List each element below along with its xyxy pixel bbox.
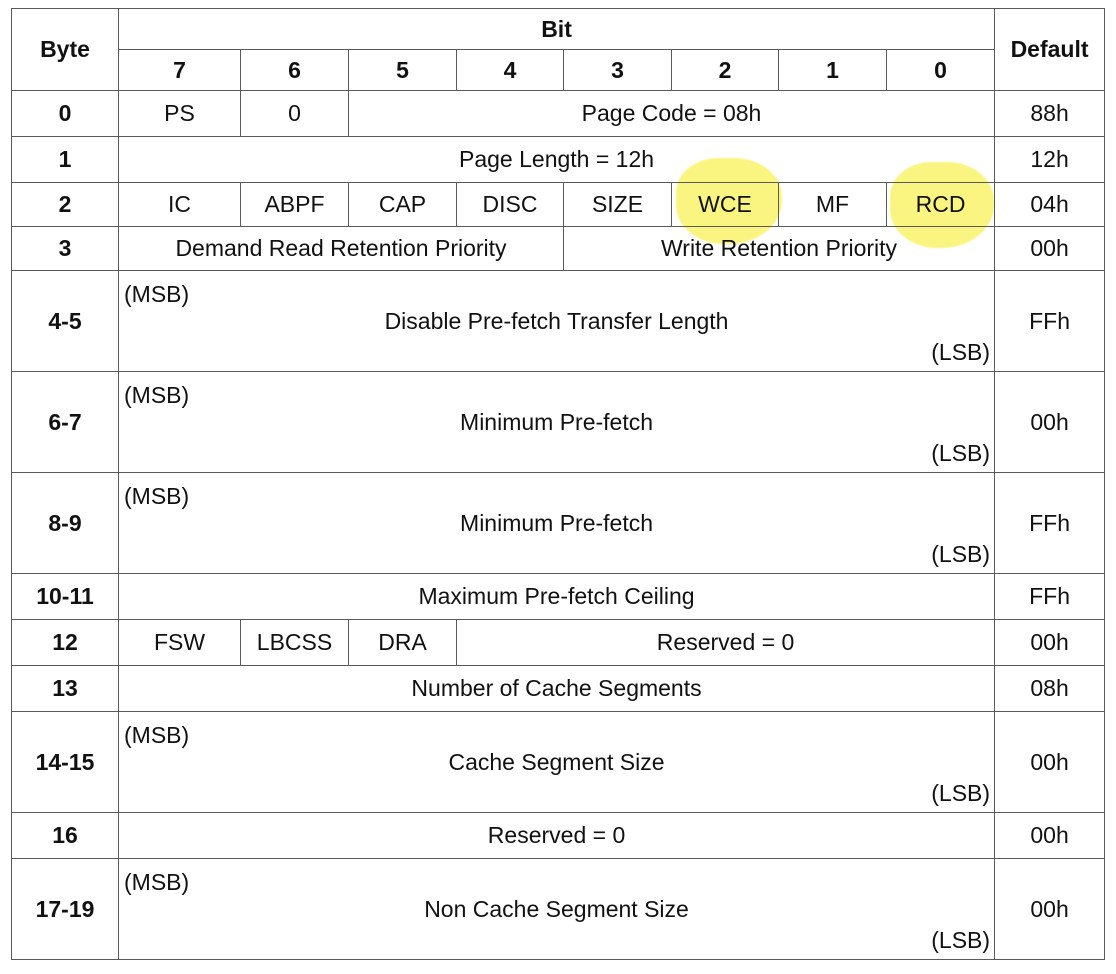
write-retention-priority-field <box>564 227 995 271</box>
msb-label: (MSB) <box>124 869 190 895</box>
default-value: 12h <box>995 137 1105 183</box>
default-header: Default <box>995 9 1105 91</box>
byte-number: 3 <box>12 227 119 271</box>
field-label: Non Cache Segment Size <box>424 895 689 922</box>
disc-bit: DISC <box>457 183 564 227</box>
page-code-field: Page Code = 08h <box>349 91 995 137</box>
caching-mode-page-table <box>11 8 1105 960</box>
table-row <box>12 666 1105 712</box>
fsw-bit: FSW <box>119 620 241 666</box>
msb-label: (MSB) <box>124 382 190 408</box>
bit-7-header: 7 <box>119 50 241 91</box>
byte-number: 1 <box>12 137 119 183</box>
bit-5-header: 5 <box>349 50 457 91</box>
bit-6-value: 0 <box>241 91 349 137</box>
field-label: Minimum Pre-fetch <box>460 509 654 536</box>
field-label: Minimum Pre-fetch <box>460 408 654 435</box>
rcd-label: RCD <box>915 191 966 217</box>
lsb-label: (LSB) <box>931 780 991 806</box>
table-row <box>12 227 1105 271</box>
ps-bit: PS <box>119 91 241 137</box>
lsb-label: (LSB) <box>931 541 991 567</box>
bit-1-header: 1 <box>779 50 887 91</box>
table-row <box>12 91 1105 137</box>
number-of-cache-segments-field: Number of Cache Segments <box>119 666 995 712</box>
table-row <box>12 372 1105 473</box>
msb-label: (MSB) <box>124 722 190 748</box>
lsb-label: (LSB) <box>931 927 991 953</box>
page-length-field: Page Length = 12h <box>119 137 995 183</box>
rcd-bit <box>887 183 995 227</box>
table-row <box>12 137 1105 183</box>
default-value: 00h <box>995 859 1105 960</box>
field-label: Cache Segment Size <box>448 748 665 775</box>
ic-bit: IC <box>119 183 241 227</box>
mf-bit: MF <box>779 183 887 227</box>
msb-label: (MSB) <box>124 281 190 307</box>
byte-number: 16 <box>12 813 119 859</box>
dra-bit: DRA <box>349 620 457 666</box>
byte-number: 4-5 <box>12 271 119 372</box>
cache-segment-size-field <box>119 712 995 813</box>
demand-read-label: Demand Read Retention Priority <box>175 235 507 261</box>
demand-read-retention-priority-field <box>119 227 564 271</box>
default-value: 08h <box>995 666 1105 712</box>
lsb-label: (LSB) <box>931 339 991 365</box>
minimum-prefetch-field <box>119 473 995 574</box>
minimum-prefetch-field <box>119 372 995 473</box>
default-value: 00h <box>995 712 1105 813</box>
default-value: 00h <box>995 813 1105 859</box>
table-row <box>12 712 1105 813</box>
table-row <box>12 271 1105 372</box>
byte-number: 13 <box>12 666 119 712</box>
table-row <box>12 473 1105 574</box>
disable-prefetch-transfer-length-field <box>119 271 995 372</box>
byte-number: 0 <box>12 91 119 137</box>
table-row <box>12 183 1105 227</box>
write-retention-label: Write Retention Priority <box>661 235 898 261</box>
lsb-label: (LSB) <box>931 440 991 466</box>
default-value: 00h <box>995 227 1105 271</box>
table-row <box>12 813 1105 859</box>
bit-header: Bit <box>119 9 995 50</box>
bit-0-header: 0 <box>887 50 995 91</box>
byte-header: Byte <box>12 9 119 91</box>
default-value: 00h <box>995 620 1105 666</box>
byte-number: 6-7 <box>12 372 119 473</box>
byte-number: 14-15 <box>12 712 119 813</box>
msb-label: (MSB) <box>124 483 190 509</box>
bit-3-header: 3 <box>564 50 672 91</box>
byte-number: 2 <box>12 183 119 227</box>
abpf-bit: ABPF <box>241 183 349 227</box>
byte-number: 10-11 <box>12 574 119 620</box>
default-value: FFh <box>995 271 1105 372</box>
field-label: Disable Pre-fetch Transfer Length <box>384 307 729 334</box>
maximum-prefetch-ceiling-field: Maximum Pre-fetch Ceiling <box>119 574 995 620</box>
default-value: FFh <box>995 574 1105 620</box>
wce-bit <box>672 183 779 227</box>
table-row <box>12 574 1105 620</box>
table-row <box>12 859 1105 960</box>
table-row <box>12 620 1105 666</box>
reserved-field: Reserved = 0 <box>457 620 995 666</box>
default-value: FFh <box>995 473 1105 574</box>
byte-number: 17-19 <box>12 859 119 960</box>
default-value: 00h <box>995 372 1105 473</box>
reserved-field: Reserved = 0 <box>119 813 995 859</box>
bit-6-header: 6 <box>241 50 349 91</box>
default-value: 88h <box>995 91 1105 137</box>
byte-number: 12 <box>12 620 119 666</box>
byte-number: 8-9 <box>12 473 119 574</box>
bit-4-header: 4 <box>457 50 564 91</box>
bit-2-header: 2 <box>672 50 779 91</box>
size-bit: SIZE <box>564 183 672 227</box>
wce-label: WCE <box>698 191 752 217</box>
cap-bit: CAP <box>349 183 457 227</box>
default-value: 04h <box>995 183 1105 227</box>
non-cache-segment-size-field <box>119 859 995 960</box>
lbcss-bit: LBCSS <box>241 620 349 666</box>
